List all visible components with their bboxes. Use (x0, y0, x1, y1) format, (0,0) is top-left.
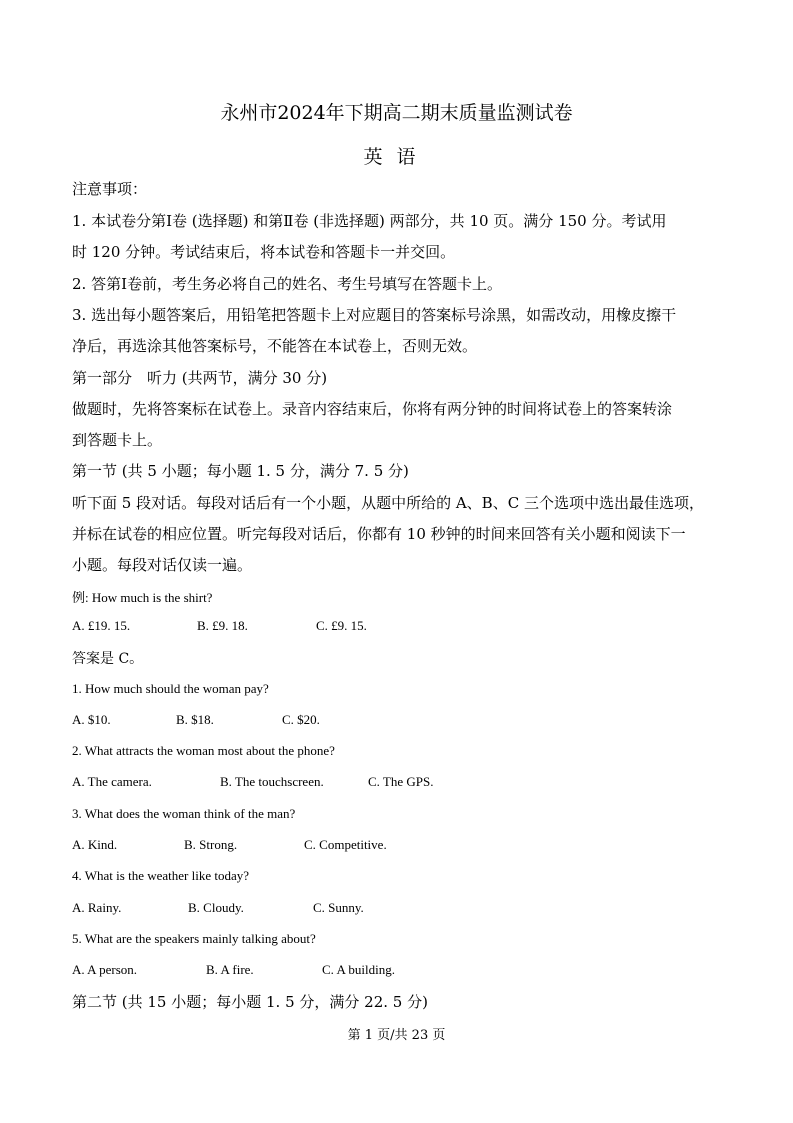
notice-heading: 注意事项： (72, 180, 148, 198)
example-option-a: A. £19. 15. (72, 618, 131, 633)
section1-intro-line-3: 小题。每段对话仅读一遍。 (72, 556, 253, 574)
notice-item-3-line-1: 3. 选出每小题答案后，用铅笔把答题卡上对应题目的答案标号涂黑，如需改动，用橡皮擦干 (72, 306, 677, 324)
question-2-option-c: C. The GPS. (368, 774, 434, 789)
notice-item-3-line-2: 净后，再选涂其他答案标号，不能答在本试卷上，否则无效。 (72, 337, 478, 355)
section1-intro-line-2: 并标在试卷的相应位置。听完每段对话后，你都有 10 秒钟的时间来回答有关小题和阅读下一 (72, 525, 686, 543)
question-3-option-c: C. Competitive. (304, 837, 387, 852)
subject-title: 英语 (363, 146, 430, 168)
question-1: 1. How much should the woman pay? (72, 681, 269, 696)
example-answer: 答案是 C。 (72, 651, 144, 667)
question-1-option-a: A. $10. (72, 712, 111, 727)
question-5-option-c: C. A building. (322, 962, 395, 977)
part1-intro-line-1: 做题时，先将答案标在试卷上。录音内容结束后，你将有两分钟的时间将试卷上的答案转涂 (72, 400, 673, 418)
section2-heading: 第二节 (共 15 小题；每小题 1. 5 分，满分 22. 5 分) (72, 993, 428, 1011)
question-2: 2. What attracts the woman most about the phone? (72, 743, 335, 758)
section1-intro-line-1: 听下面 5 段对话。每段对话后有一个小题，从题中所给的 A、B、C 三个选项中选出最佳选项， (72, 494, 704, 512)
part1-intro-line-2: 到答题卡上。 (72, 431, 163, 449)
part1-heading: 第一部分 听力 (共两节，满分 30 分) (72, 369, 328, 387)
question-5-option-a: A. A person. (72, 962, 137, 977)
notice-item-1-line-1: 1. 本试卷分第Ⅰ卷 (选择题) 和第Ⅱ卷 (非选择题) 两部分，共 10 页。满分 150 分。考试用 (72, 212, 667, 230)
section1-heading: 第一节 (共 5 小题；每小题 1. 5 分，满分 7. 5 分) (72, 462, 409, 480)
example-question: 例: How much is the shirt? (72, 590, 213, 605)
question-2-option-b: B. The touchscreen. (220, 774, 324, 789)
question-5-option-b: B. A fire. (206, 962, 254, 977)
example-option-b: B. £9. 18. (197, 618, 248, 633)
question-5: 5. What are the speakers mainly talking about? (72, 931, 316, 946)
notice-item-1-line-2: 时 120 分钟。考试结束后，将本试卷和答题卡一并交回。 (72, 243, 456, 261)
question-3-option-a: A. Kind. (72, 837, 118, 852)
example-option-c: C. £9. 15. (316, 618, 367, 633)
page-number: 第 1 页/共 23 页 (347, 1028, 446, 1043)
page-title: 永州市2024年下期高二期末质量监测试卷 (220, 102, 573, 124)
question-4-option-a: A. Rainy. (72, 900, 122, 915)
question-1-option-c: C. $20. (282, 712, 320, 727)
question-3: 3. What does the woman think of the man? (72, 806, 296, 821)
question-4-option-c: C. Sunny. (313, 900, 364, 915)
question-1-option-b: B. $18. (176, 712, 214, 727)
question-4: 4. What is the weather like today? (72, 868, 250, 883)
question-4-option-b: B. Cloudy. (188, 900, 244, 915)
notice-item-2: 2. 答第Ⅰ卷前，考生务必将自己的姓名、考生号填写在答题卡上。 (72, 275, 503, 293)
question-3-option-b: B. Strong. (184, 837, 238, 852)
question-2-option-a: A. The camera. (72, 774, 152, 789)
